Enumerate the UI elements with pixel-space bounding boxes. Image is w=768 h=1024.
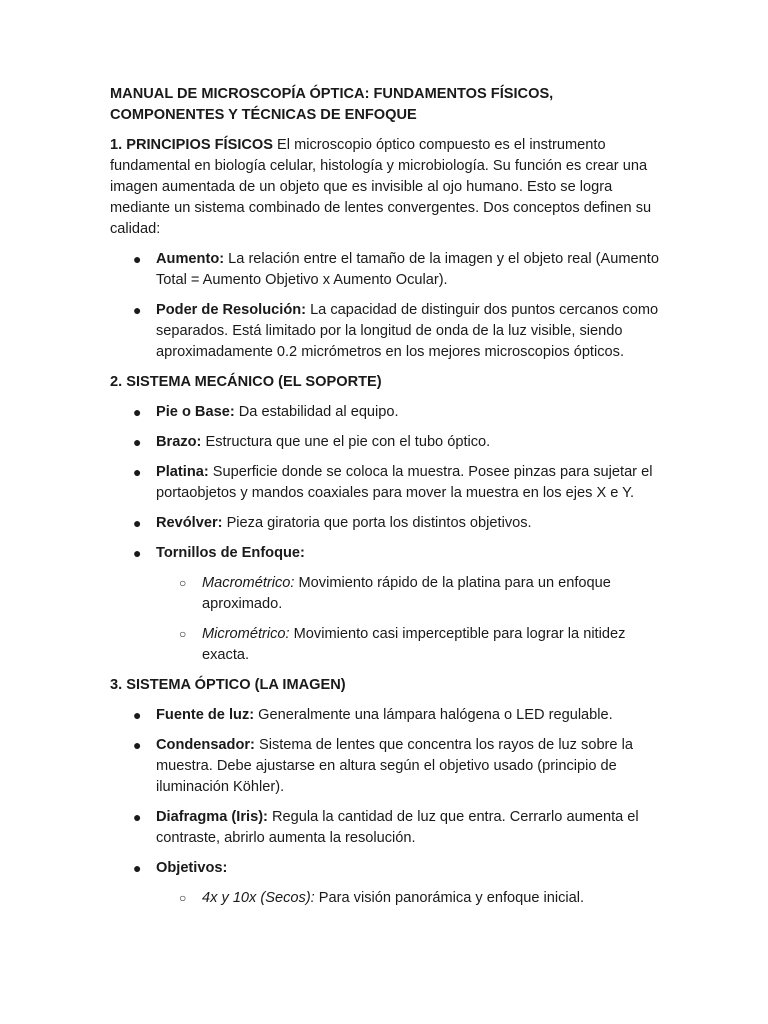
sub-list-item: [156, 573, 660, 615]
list-item: [110, 735, 660, 798]
sub-list-item: [156, 624, 660, 666]
item-term: Objetivos:: [156, 860, 228, 876]
section-1-heading: 1. PRINCIPIOS FÍSICOS: [110, 137, 273, 153]
item-term: Aumento:: [156, 251, 225, 267]
list-item: [110, 300, 660, 363]
list-item: [110, 705, 660, 726]
item-text: La relación entre el tamaño de la imagen y el objeto real (Aumento Total = Aumento Objetivo x Aumento Ocular).: [156, 251, 659, 288]
subitem-text: Movimiento casi imperceptible para lograr la nitidez exacta.: [202, 626, 626, 663]
bullet-icon: ●: [133, 809, 142, 825]
list-item: [110, 858, 660, 909]
subitem-term: 4x y 10x (Secos):: [202, 890, 315, 906]
item-term: Poder de Resolución:: [156, 302, 307, 318]
bullet-icon: ●: [133, 464, 142, 480]
bullet-icon: ●: [133, 737, 142, 753]
list-item: [110, 402, 660, 423]
section-2-heading: 2. SISTEMA MECÁNICO (EL SOPORTE): [110, 374, 382, 390]
document-title: [110, 84, 660, 126]
section-2-sublist: [156, 573, 660, 666]
list-item: [110, 807, 660, 849]
subitem-term: Micrométrico:: [202, 626, 290, 642]
circle-bullet-icon: ○: [179, 627, 187, 641]
list-item: [110, 462, 660, 504]
item-term: Fuente de luz:: [156, 707, 255, 723]
document-content: [110, 84, 660, 918]
title-line-1: MANUAL DE MICROSCOPÍA ÓPTICA: FUNDAMENTOS FÍSICOS,: [110, 86, 554, 102]
section-3-heading: 3. SISTEMA ÓPTICO (LA IMAGEN): [110, 677, 346, 693]
sub-list-item: [156, 888, 660, 909]
list-item: [110, 249, 660, 291]
list-item: [110, 432, 660, 453]
subitem-text: Para visión panorámica y enfoque inicial.: [314, 890, 585, 906]
section-3-sublist: [156, 888, 660, 909]
section-1-body: El microscopio óptico compuesto es el instrumento fundamental en biología celular, histología y microbiología. Su función es crear una imagen aumentada de un objeto que es invisible al ojo humano. Esto se logra mediante un sistema combinado de lentes convergentes. Dos conceptos definen su calidad:: [110, 137, 652, 237]
circle-bullet-icon: ○: [179, 891, 187, 905]
section-1-list: [110, 249, 660, 363]
subitem-text: Movimiento rápido de la platina para un enfoque aproximado.: [202, 575, 611, 612]
item-term: Platina:: [156, 464, 209, 480]
bullet-icon: ●: [133, 860, 142, 876]
item-text: Pieza giratoria que porta los distintos objetivos.: [222, 515, 532, 531]
list-item: [110, 543, 660, 666]
item-text: La capacidad de distinguir dos puntos cercanos como separados. Está limitado por la longitud de onda de la luz visible, siendo aproximadamente 0.2 micrómetros en los mejores microscopios ópticos.: [156, 302, 659, 360]
item-term: Tornillos de Enfoque:: [156, 545, 305, 561]
list-item: [110, 513, 660, 534]
bullet-icon: ●: [133, 302, 142, 318]
circle-bullet-icon: ○: [179, 576, 187, 590]
item-text: Superficie donde se coloca la muestra. Posee pinzas para sujetar el portaobjetos y mandos coaxiales para mover la muestra en los ejes X e Y.: [156, 464, 653, 501]
bullet-icon: ●: [133, 515, 142, 531]
item-term: Condensador:: [156, 737, 255, 753]
bullet-icon: ●: [133, 545, 142, 561]
section-3-list: [110, 705, 660, 909]
title-line-2: COMPONENTES Y TÉCNICAS DE ENFOQUE: [110, 107, 417, 123]
item-text: Da estabilidad al equipo.: [234, 404, 399, 420]
subitem-term: Macrométrico:: [202, 575, 295, 591]
item-term: Brazo:: [156, 434, 202, 450]
item-term: Diafragma (Iris):: [156, 809, 268, 825]
item-term: Revólver:: [156, 515, 223, 531]
bullet-icon: ●: [133, 251, 142, 267]
item-term: Pie o Base:: [156, 404, 235, 420]
item-text: Generalmente una lámpara halógena o LED regulable.: [254, 707, 613, 723]
section-1-paragraph: [110, 135, 660, 240]
item-text: Regula la cantidad de luz que entra. Cerrarlo aumenta el contraste, abrirlo aumenta la resolución.: [156, 809, 639, 846]
item-text: Sistema de lentes que concentra los rayos de luz sobre la muestra. Debe ajustarse en altura según el objetivo usado (principio de iluminación Köhler).: [156, 737, 633, 795]
bullet-icon: ●: [133, 404, 142, 420]
item-text: Estructura que une el pie con el tubo óptico.: [201, 434, 491, 450]
bullet-icon: ●: [133, 707, 142, 723]
section-2-list: [110, 402, 660, 666]
bullet-icon: ●: [133, 434, 142, 450]
